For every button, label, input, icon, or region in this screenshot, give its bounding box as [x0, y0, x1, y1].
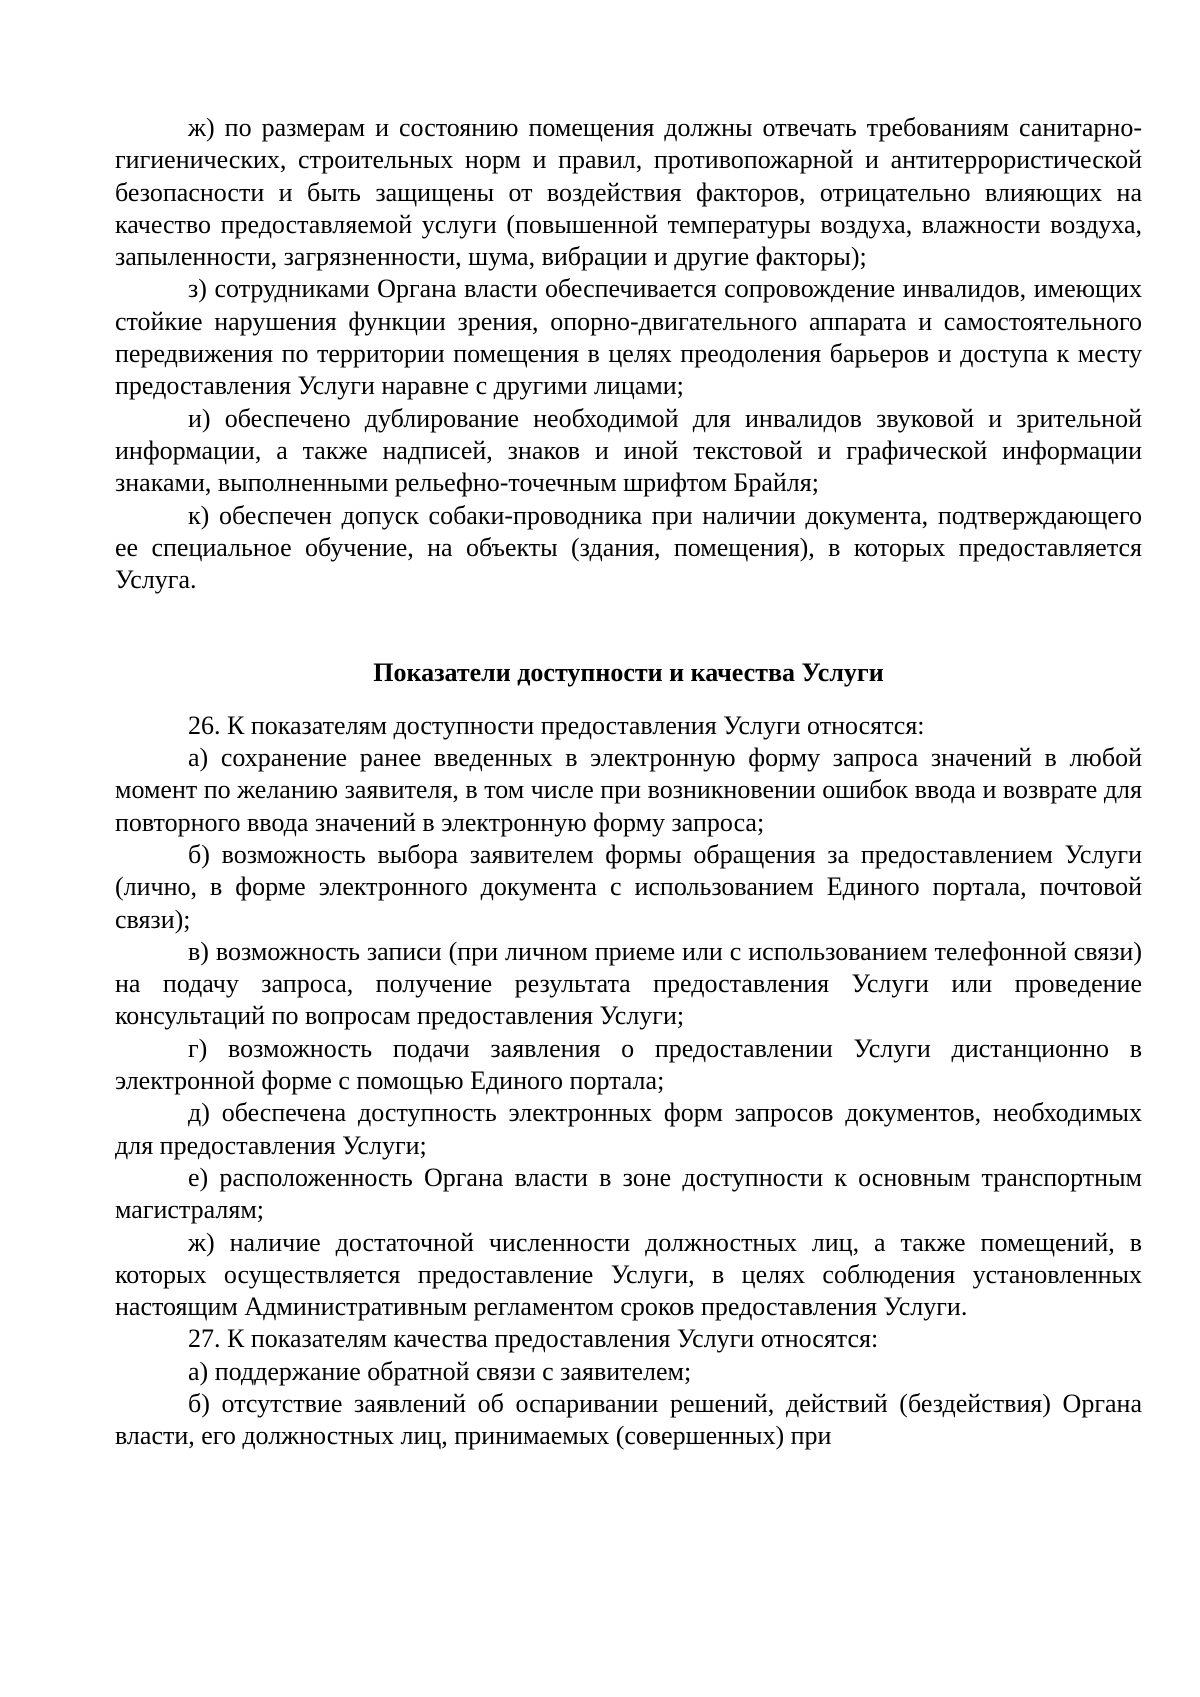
paragraph-26-b: б) возможность выбора заявителем формы обращения за предоставлением Услуги (лично, в форме электронного документа с использованием Единого портала, почтовой связи); — [115, 839, 1142, 934]
paragraph-z-escort-of-disabled: з) сотрудниками Органа власти обеспечивается сопровождение инвалидов, имеющих стойкие нарушения функции зрения, опорно-двигательного аппарата и самостоятельного передвижения по территории помещения в целях преодоления барьеров и доступа к месту предоставления Услуги наравне с другими лицами; — [115, 274, 1142, 401]
paragraph-26-zh: ж) наличие достаточной численности должностных лиц, а также помещений, в которых осуществляется предоставление Услуги, в целях соблюдения установленных настоящим Административным регламентом сроков предоставления Услуги. — [115, 1227, 1142, 1322]
paragraph-26-intro: 26. К показателям доступности предоставления Услуги относятся: — [188, 710, 925, 740]
spacer — [115, 596, 1142, 657]
paragraph-zh-premises-requirements: ж) по размерам и состоянию помещения должны отвечать требованиям санитарно-гигиенических, строительных норм и правил, противопожарной и антитеррористической безопасности и быть защищены от воздействия факторов, отрицательно влияющих на качество предоставляемой услуги (повышенной температуры воздуха, влажности воздуха, запыленности, загрязненности, шума, вибрации и другие факторы); — [115, 113, 1142, 272]
paragraph-27-b: б) отсутствие заявлений об оспаривании решений, действий (бездействия) Органа власти, его должностных лиц, принимаемых (совершенных) при — [115, 1388, 1142, 1451]
paragraph-26-e: е) расположенность Органа власти в зоне доступности к основным транспортным магистралям; — [115, 1162, 1142, 1225]
paragraph-26-d: д) обеспечена доступность электронных форм запросов документов, необходимых для предоставления Услуги; — [115, 1098, 1142, 1160]
paragraph-26-g: г) возможность подачи заявления о предоставлении Услуги дистанционно в электронной форме с помощью Единого портала; — [115, 1033, 1142, 1096]
paragraph-k-guide-dog-access: к) обеспечен допуск собаки-проводника при наличии документа, подтверждающего ее специальное обучение, на объекты (здания, помещения), в которых предоставляется Услуга. — [115, 500, 1142, 595]
paragraph-27-intro: 27. К показателям качества предоставления Услуги относятся: — [188, 1324, 879, 1354]
spacer — [115, 690, 1142, 710]
paragraph-27-a: а) поддержание обратной связи с заявителем; — [188, 1356, 692, 1386]
paragraph-i-braille-duplication: и) обеспечено дублирование необходимой для инвалидов звуковой и зрительной информации, а также надписей, знаков и иной текстовой и графической информации знаками, выполненными рельефно-точечным шрифтом Брайля; — [115, 403, 1142, 498]
paragraph-26-a: а) сохранение ранее введенных в электронную форму запроса значений в любой момент по желанию заявителя, в том числе при возникновении ошибок ввода и возврате для повторного ввода значений в электронную форму запроса; — [115, 743, 1142, 837]
paragraph-26-v: в) возможность записи (при личном приеме или с использованием телефонной связи) на подачу запроса, получение результата предоставления Услуги или проведение консультаций по вопросам предоставления Услуги; — [115, 936, 1142, 1031]
section-heading: Показатели доступности и качества Услуги — [373, 658, 884, 688]
document-page — [115, 112, 1142, 1453]
